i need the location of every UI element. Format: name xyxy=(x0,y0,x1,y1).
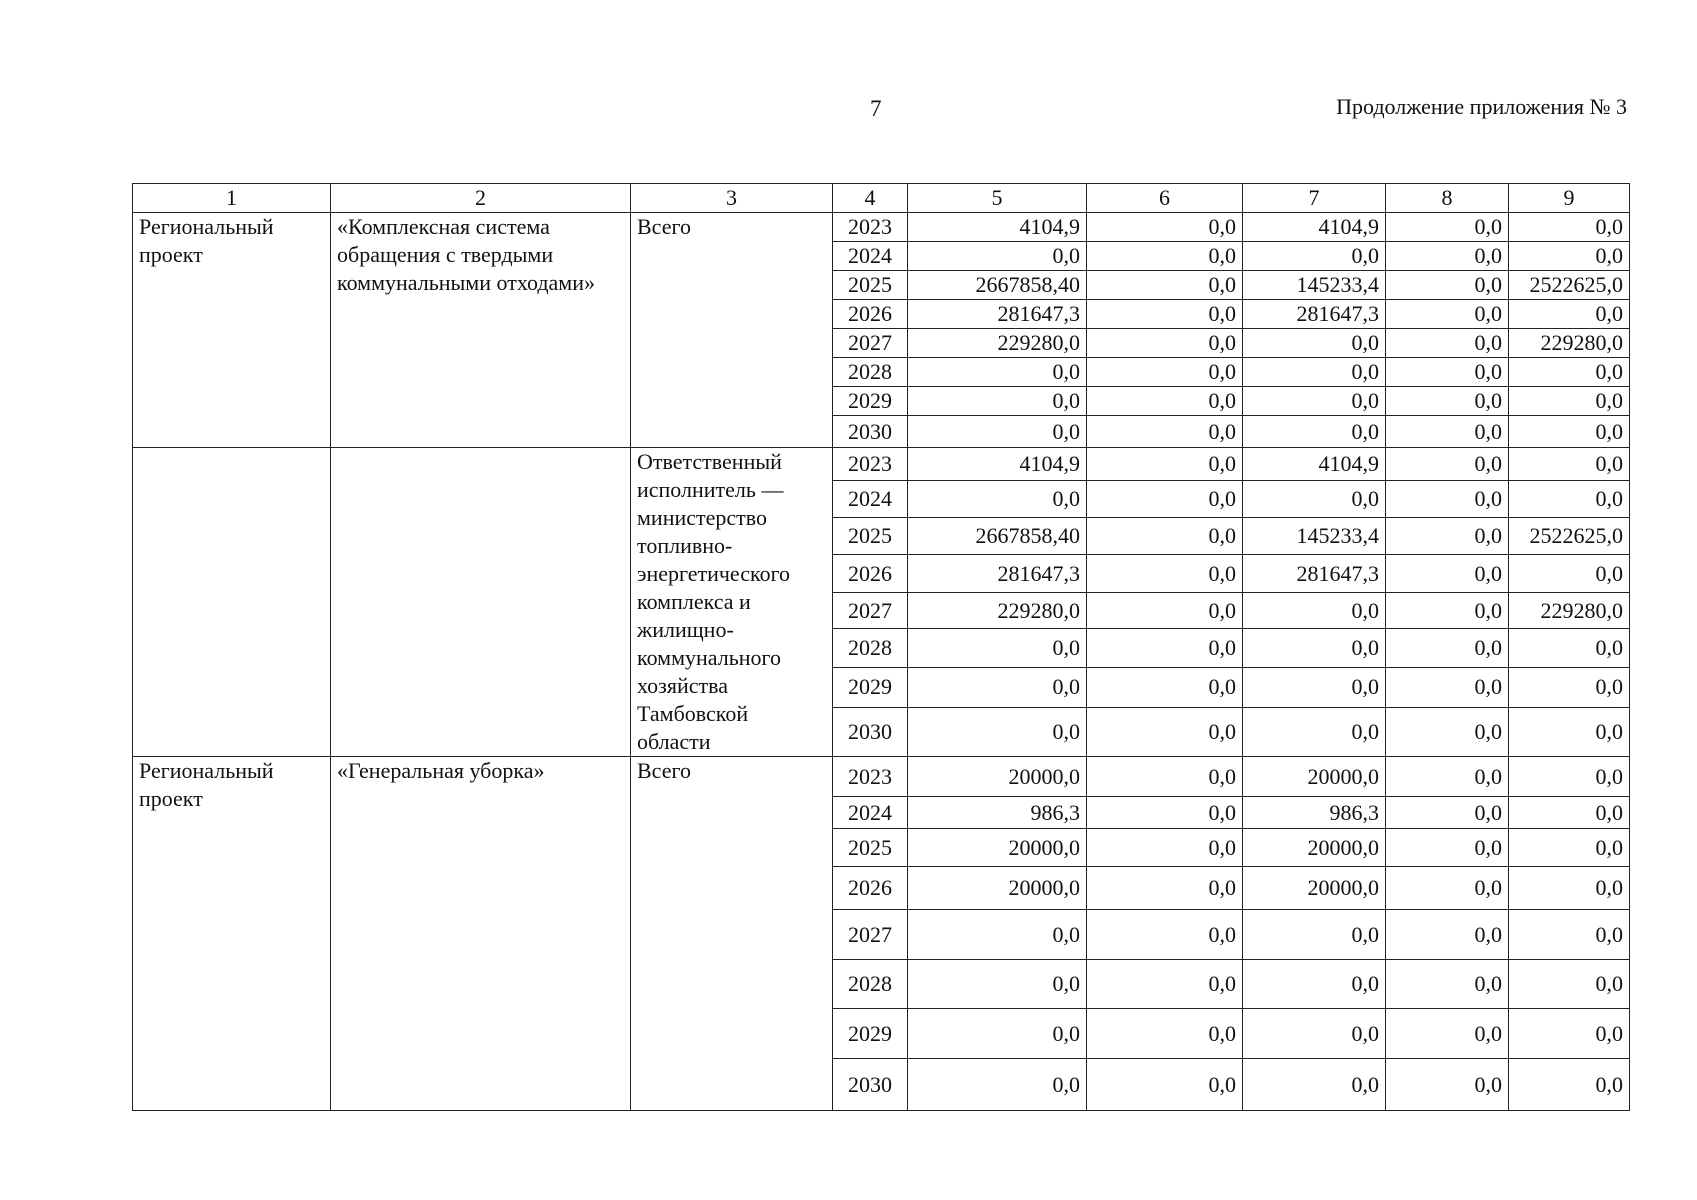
project-name-cell xyxy=(331,448,631,757)
amount-cell: 986,3 xyxy=(1243,797,1386,829)
amount-cell: 0,0 xyxy=(1087,213,1243,242)
amount-cell: 0,0 xyxy=(1509,960,1630,1009)
year-cell: 2028 xyxy=(833,358,908,387)
amount-cell: 0,0 xyxy=(1386,1059,1509,1111)
amount-cell: 0,0 xyxy=(1386,757,1509,797)
amount-cell: 0,0 xyxy=(1087,1009,1243,1059)
amount-cell: 0,0 xyxy=(1386,629,1509,668)
table-body xyxy=(133,213,1630,1111)
amount-cell: 0,0 xyxy=(1509,1059,1630,1111)
amount-cell: 0,0 xyxy=(1087,555,1243,593)
amount-cell: 20000,0 xyxy=(908,757,1087,797)
amount-cell: 0,0 xyxy=(1386,593,1509,629)
amount-cell: 0,0 xyxy=(1087,593,1243,629)
amount-cell: 0,0 xyxy=(1087,300,1243,329)
amount-cell: 0,0 xyxy=(1386,387,1509,416)
year-cell: 2025 xyxy=(833,271,908,300)
amount-cell: 986,3 xyxy=(908,797,1087,829)
amount-cell: 281647,3 xyxy=(1243,555,1386,593)
amount-cell: 20000,0 xyxy=(1243,757,1386,797)
amount-cell: 0,0 xyxy=(1509,213,1630,242)
source-cell: Ответственный исполнитель — министерство топливно-энергетического комплекса и жилищно-коммунального хозяйства Тамбовской области xyxy=(631,448,833,757)
amount-cell: 4104,9 xyxy=(908,448,1087,481)
amount-cell: 0,0 xyxy=(1087,910,1243,960)
amount-cell: 0,0 xyxy=(1386,910,1509,960)
column-header: 7 xyxy=(1243,184,1386,213)
amount-cell: 0,0 xyxy=(1386,1009,1509,1059)
year-cell: 2023 xyxy=(833,213,908,242)
amount-cell: 0,0 xyxy=(1386,707,1509,756)
year-cell: 2030 xyxy=(833,416,908,448)
source-cell: Всего xyxy=(631,213,833,448)
amount-cell: 0,0 xyxy=(1243,707,1386,756)
amount-cell: 2522625,0 xyxy=(1509,518,1630,555)
year-cell: 2024 xyxy=(833,242,908,271)
year-cell: 2030 xyxy=(833,1059,908,1111)
amount-cell: 0,0 xyxy=(1509,480,1630,517)
appendix-continuation-note: Продолжение приложения № 3 xyxy=(1336,94,1627,119)
amount-cell: 0,0 xyxy=(1243,1009,1386,1059)
amount-cell: 2522625,0 xyxy=(1509,271,1630,300)
amount-cell: 0,0 xyxy=(1386,358,1509,387)
amount-cell: 0,0 xyxy=(1509,1009,1630,1059)
year-cell: 2029 xyxy=(833,387,908,416)
amount-cell: 0,0 xyxy=(1509,707,1630,756)
amount-cell: 0,0 xyxy=(1243,629,1386,668)
amount-cell: 0,0 xyxy=(1509,668,1630,707)
amount-cell: 0,0 xyxy=(1087,707,1243,756)
year-cell: 2028 xyxy=(833,629,908,668)
amount-cell: 0,0 xyxy=(1386,329,1509,358)
table-row xyxy=(133,757,1630,797)
amount-cell: 0,0 xyxy=(1243,668,1386,707)
column-header: 1 xyxy=(133,184,331,213)
column-header: 4 xyxy=(833,184,908,213)
amount-cell: 0,0 xyxy=(1087,629,1243,668)
amount-cell: 0,0 xyxy=(1243,960,1386,1009)
amount-cell: 0,0 xyxy=(908,242,1087,271)
amount-cell: 0,0 xyxy=(1087,271,1243,300)
amount-cell: 0,0 xyxy=(908,387,1087,416)
amount-cell: 0,0 xyxy=(1087,797,1243,829)
amount-cell: 0,0 xyxy=(1243,1059,1386,1111)
amount-cell: 0,0 xyxy=(908,668,1087,707)
amount-cell: 229280,0 xyxy=(908,329,1087,358)
column-header: 2 xyxy=(331,184,631,213)
amount-cell: 20000,0 xyxy=(1243,829,1386,867)
amount-cell: 0,0 xyxy=(1087,960,1243,1009)
amount-cell: 0,0 xyxy=(1386,242,1509,271)
column-header: 8 xyxy=(1386,184,1509,213)
year-cell: 2030 xyxy=(833,707,908,756)
year-cell: 2029 xyxy=(833,668,908,707)
amount-cell: 0,0 xyxy=(908,629,1087,668)
amount-cell: 2667858,40 xyxy=(908,518,1087,555)
year-cell: 2025 xyxy=(833,829,908,867)
amount-cell: 0,0 xyxy=(1509,300,1630,329)
page-number: 7 xyxy=(870,96,882,121)
year-cell: 2027 xyxy=(833,910,908,960)
amount-cell: 0,0 xyxy=(1509,797,1630,829)
amount-cell: 0,0 xyxy=(1509,867,1630,910)
amount-cell: 281647,3 xyxy=(908,300,1087,329)
year-cell: 2023 xyxy=(833,448,908,481)
amount-cell: 4104,9 xyxy=(1243,213,1386,242)
amount-cell: 0,0 xyxy=(1243,910,1386,960)
amount-cell: 281647,3 xyxy=(908,555,1087,593)
amount-cell: 0,0 xyxy=(1386,448,1509,481)
column-header: 5 xyxy=(908,184,1087,213)
amount-cell: 20000,0 xyxy=(1243,867,1386,910)
year-cell: 2025 xyxy=(833,518,908,555)
amount-cell: 2667858,40 xyxy=(908,271,1087,300)
amount-cell: 0,0 xyxy=(1087,668,1243,707)
year-cell: 2027 xyxy=(833,329,908,358)
amount-cell: 0,0 xyxy=(1087,829,1243,867)
amount-cell: 0,0 xyxy=(1087,867,1243,910)
amount-cell: 0,0 xyxy=(1509,416,1630,448)
amount-cell: 0,0 xyxy=(1243,480,1386,517)
category-cell xyxy=(133,448,331,757)
year-cell: 2026 xyxy=(833,300,908,329)
amount-cell: 4104,9 xyxy=(908,213,1087,242)
amount-cell: 229280,0 xyxy=(1509,329,1630,358)
amount-cell: 0,0 xyxy=(908,358,1087,387)
amount-cell: 0,0 xyxy=(1386,271,1509,300)
amount-cell: 0,0 xyxy=(908,910,1087,960)
amount-cell: 0,0 xyxy=(1386,829,1509,867)
table-row xyxy=(133,213,1630,242)
year-cell: 2026 xyxy=(833,867,908,910)
amount-cell: 0,0 xyxy=(908,480,1087,517)
project-name-cell: «Комплексная система обращения с твердыми коммунальными отходами» xyxy=(331,213,631,448)
table-row xyxy=(133,448,1630,481)
amount-cell: 0,0 xyxy=(1087,757,1243,797)
column-header: 3 xyxy=(631,184,833,213)
amount-cell: 20000,0 xyxy=(908,829,1087,867)
amount-cell: 0,0 xyxy=(908,416,1087,448)
amount-cell: 0,0 xyxy=(1509,448,1630,481)
amount-cell: 4104,9 xyxy=(1243,448,1386,481)
amount-cell: 0,0 xyxy=(1243,416,1386,448)
year-cell: 2029 xyxy=(833,1009,908,1059)
amount-cell: 0,0 xyxy=(1243,387,1386,416)
amount-cell: 0,0 xyxy=(1386,668,1509,707)
amount-cell: 0,0 xyxy=(1509,387,1630,416)
amount-cell: 0,0 xyxy=(1509,757,1630,797)
amount-cell: 0,0 xyxy=(1386,960,1509,1009)
column-number-row xyxy=(133,184,1630,213)
amount-cell: 0,0 xyxy=(1087,448,1243,481)
year-cell: 2028 xyxy=(833,960,908,1009)
category-cell: Региональный проект xyxy=(133,757,331,1111)
amount-cell: 0,0 xyxy=(908,1059,1087,1111)
amount-cell: 0,0 xyxy=(1087,242,1243,271)
year-cell: 2027 xyxy=(833,593,908,629)
amount-cell: 0,0 xyxy=(1243,358,1386,387)
amount-cell: 0,0 xyxy=(1509,358,1630,387)
amount-cell: 0,0 xyxy=(1087,518,1243,555)
amount-cell: 0,0 xyxy=(1243,593,1386,629)
amount-cell: 0,0 xyxy=(1509,242,1630,271)
amount-cell: 0,0 xyxy=(1087,358,1243,387)
category-cell: Региональный проект xyxy=(133,213,331,448)
amount-cell: 20000,0 xyxy=(908,867,1087,910)
amount-cell: 0,0 xyxy=(908,707,1087,756)
amount-cell: 0,0 xyxy=(1386,555,1509,593)
year-cell: 2023 xyxy=(833,757,908,797)
column-header: 6 xyxy=(1087,184,1243,213)
amount-cell: 0,0 xyxy=(1386,300,1509,329)
source-cell: Всего xyxy=(631,757,833,1111)
amount-cell: 145233,4 xyxy=(1243,518,1386,555)
amount-cell: 0,0 xyxy=(1386,518,1509,555)
amount-cell: 0,0 xyxy=(1087,480,1243,517)
project-name-cell: «Генеральная уборка» xyxy=(331,757,631,1111)
amount-cell: 0,0 xyxy=(1386,480,1509,517)
amount-cell: 0,0 xyxy=(1087,1059,1243,1111)
amount-cell: 0,0 xyxy=(1509,829,1630,867)
amount-cell: 0,0 xyxy=(1509,555,1630,593)
amount-cell: 0,0 xyxy=(1386,416,1509,448)
amount-cell: 0,0 xyxy=(1509,910,1630,960)
amount-cell: 229280,0 xyxy=(908,593,1087,629)
year-cell: 2024 xyxy=(833,480,908,517)
amount-cell: 0,0 xyxy=(908,1009,1087,1059)
amount-cell: 0,0 xyxy=(1243,329,1386,358)
amount-cell: 0,0 xyxy=(1386,867,1509,910)
amount-cell: 0,0 xyxy=(908,960,1087,1009)
year-cell: 2026 xyxy=(833,555,908,593)
amount-cell: 281647,3 xyxy=(1243,300,1386,329)
amount-cell: 0,0 xyxy=(1087,416,1243,448)
year-cell: 2024 xyxy=(833,797,908,829)
funding-table xyxy=(132,183,1630,1111)
amount-cell: 145233,4 xyxy=(1243,271,1386,300)
amount-cell: 0,0 xyxy=(1386,213,1509,242)
column-header: 9 xyxy=(1509,184,1630,213)
amount-cell: 0,0 xyxy=(1243,242,1386,271)
amount-cell: 0,0 xyxy=(1386,797,1509,829)
amount-cell: 229280,0 xyxy=(1509,593,1630,629)
amount-cell: 0,0 xyxy=(1087,387,1243,416)
amount-cell: 0,0 xyxy=(1509,629,1630,668)
amount-cell: 0,0 xyxy=(1087,329,1243,358)
